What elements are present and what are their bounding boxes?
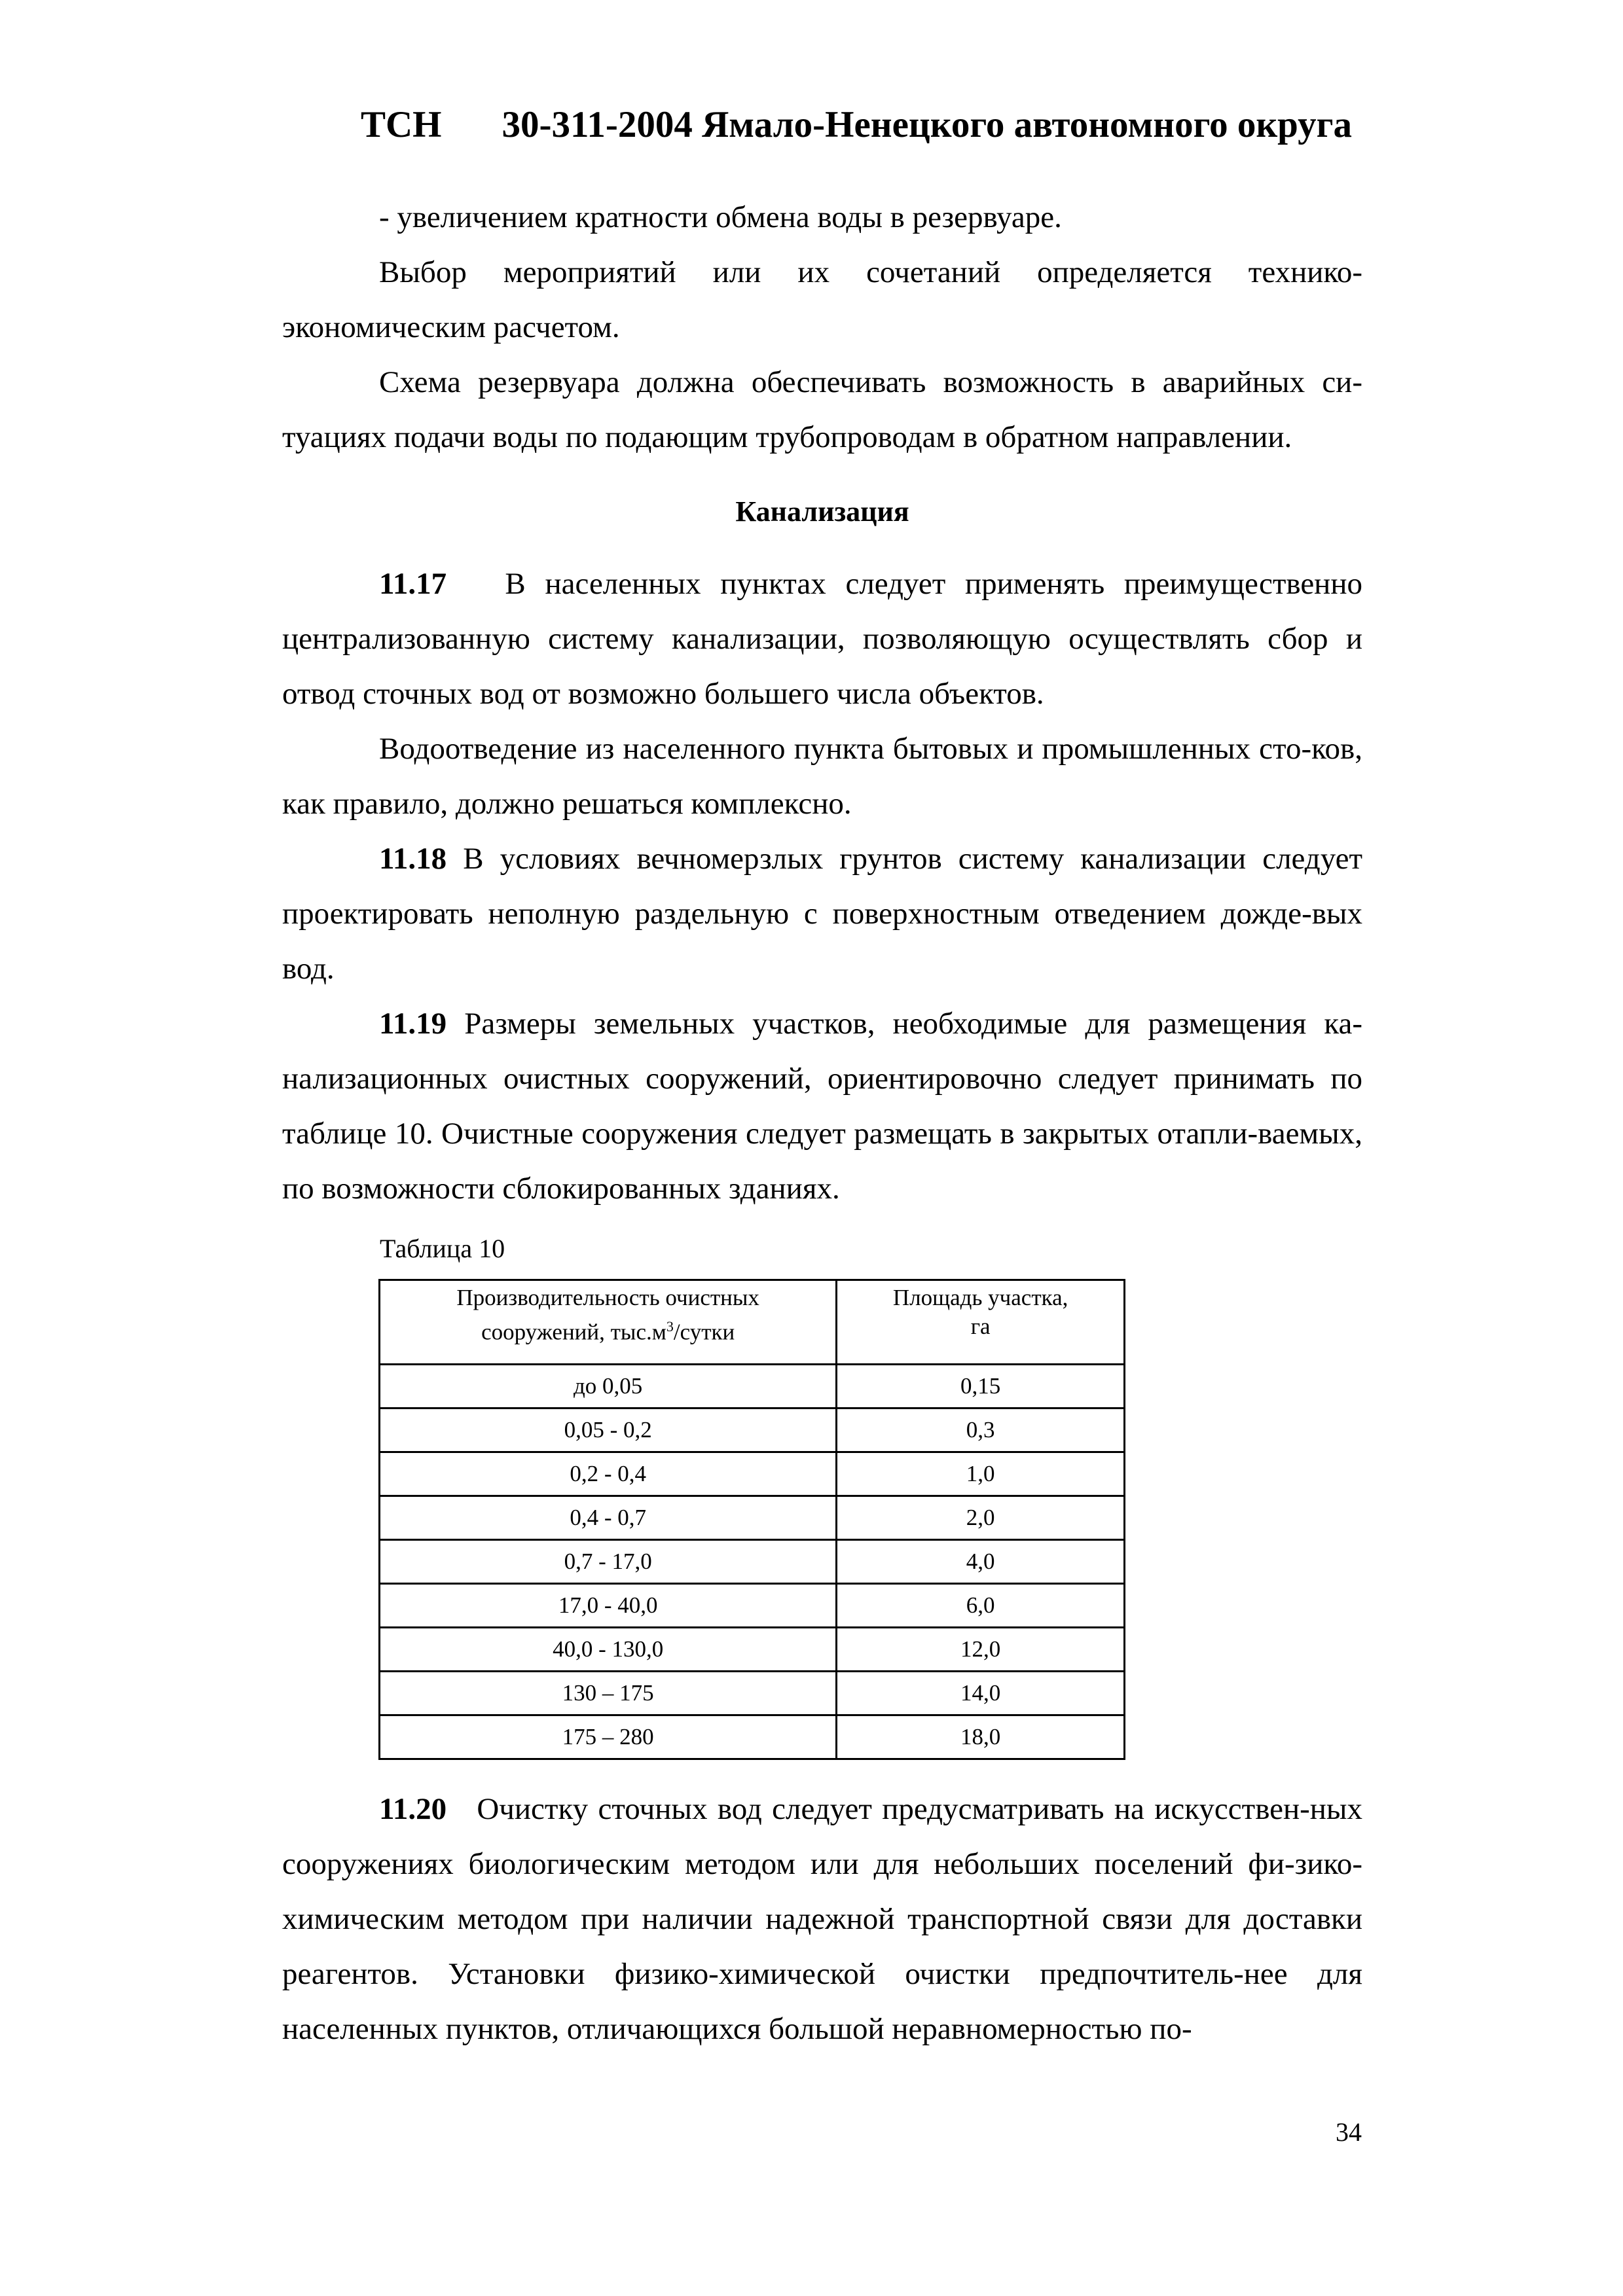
table-row [380,1628,1125,1672]
area-cell: 2,0 [837,1496,1125,1540]
area-cell: 0,15 [837,1365,1125,1408]
area-cell: 0,3 [837,1408,1125,1452]
header-title: 30-311-2004 Ямало-Ненецкого автономного округа [501,104,1353,145]
clause-11-17 [282,556,1362,721]
header-code: ТСН [361,104,442,145]
clause-11-19 [282,996,1362,1216]
clause-text: В условиях вечномерзлых грунтов систему канализации следует проектировать неполную раздельную с поверхностным отведением дожде-вых вод. [282,842,1362,986]
clause-number: 11.17 [379,567,447,601]
area-cell: 12,0 [837,1628,1125,1672]
intro-line: - увеличением кратности обмена воды в резервуаре. [379,200,1062,234]
capacity-cell: 0,05 - 0,2 [380,1408,837,1452]
table-row [380,1452,1125,1496]
capacity-cell: 0,2 - 0,4 [380,1452,837,1496]
clause-11-17-paragraph-2: Водоотведение из населенного пункта бытовых и промышленных сто-ков, как правило, должно решаться комплексно. [282,732,1362,821]
intro-paragraph-3: Схема резервуара должна обеспечивать возможность в аварийных си-туациях подачи воды по подающим трубопроводам в обратном направлении. [282,365,1362,454]
area-cell: 4,0 [837,1540,1125,1584]
header-line: Площадь участка, [892,1285,1068,1310]
section-title: Канализация [735,495,909,528]
area-cell: 18,0 [837,1715,1125,1759]
clause-text: Очистку сточных вод следует предусматривать на искусствен-ных сооружениях биологическим методом или для небольших поселений фи-зико-химическим методом при наличии надежной транспортной связи для доставки реагентов. Установки физико-химической очистки предпочтитель-нее для населенных пунктов, отличающихся большой неравномерностью по- [282,1792,1363,2046]
capacity-cell: 130 – 175 [380,1672,837,1715]
capacity-cell: 17,0 - 40,0 [380,1584,837,1628]
clause-text: Размеры земельных участков, необходимые для размещения ка-нализационных очистных сооружений, ориентировочно следует принимать по таблице 10. Очистные сооружения следует размещать в закрытых отапли-ваемых, по возможности сблокированных зданиях. [282,1007,1363,1206]
clause-number: 11.20 [379,1792,447,1826]
capacity-cell: 175 – 280 [380,1715,837,1759]
intro-paragraph-2: Выбор мероприятий или их сочетаний определяется технико-экономическим расчетом. [282,255,1362,344]
page-number: 34 [1336,2117,1362,2147]
clause-text: В населенных пунктах следует применять преимущественно централизованную систему канализации, позволяющую осуществлять сбор и отвод сточных вод от возможно большего числа объектов. [282,567,1362,711]
clause-11-20 [282,1782,1362,2056]
header-line-tail: /сутки [673,1319,735,1345]
table-row [380,1496,1125,1540]
area-cell: 14,0 [837,1672,1125,1715]
document-header [361,99,1352,151]
clause-number: 11.18 [379,842,447,876]
table-row [380,1715,1125,1759]
table-caption: Таблица 10 [380,1234,505,1263]
header-line: Производительность очистных [456,1285,759,1310]
capacity-cell: 40,0 - 130,0 [380,1628,837,1672]
table-row [380,1672,1125,1715]
table-header-row [380,1280,1125,1365]
area-cell: 1,0 [837,1452,1125,1496]
clause-number: 11.19 [379,1007,447,1041]
column-header-area [837,1280,1125,1365]
header-line: сооружений, тыс.м [481,1319,666,1345]
column-header-capacity [380,1280,837,1365]
clause-11-18 [282,831,1362,996]
table-row [380,1584,1125,1628]
table-row [380,1365,1125,1408]
table-row [380,1540,1125,1584]
header-superscript: 3 [666,1318,674,1335]
capacity-cell: 0,4 - 0,7 [380,1496,837,1540]
header-line: га [970,1314,991,1339]
capacity-cell: 0,7 - 17,0 [380,1540,837,1584]
table-10 [378,1279,1125,1760]
table-row [380,1408,1125,1452]
area-cell: 6,0 [837,1584,1125,1628]
capacity-cell: до 0,05 [380,1365,837,1408]
